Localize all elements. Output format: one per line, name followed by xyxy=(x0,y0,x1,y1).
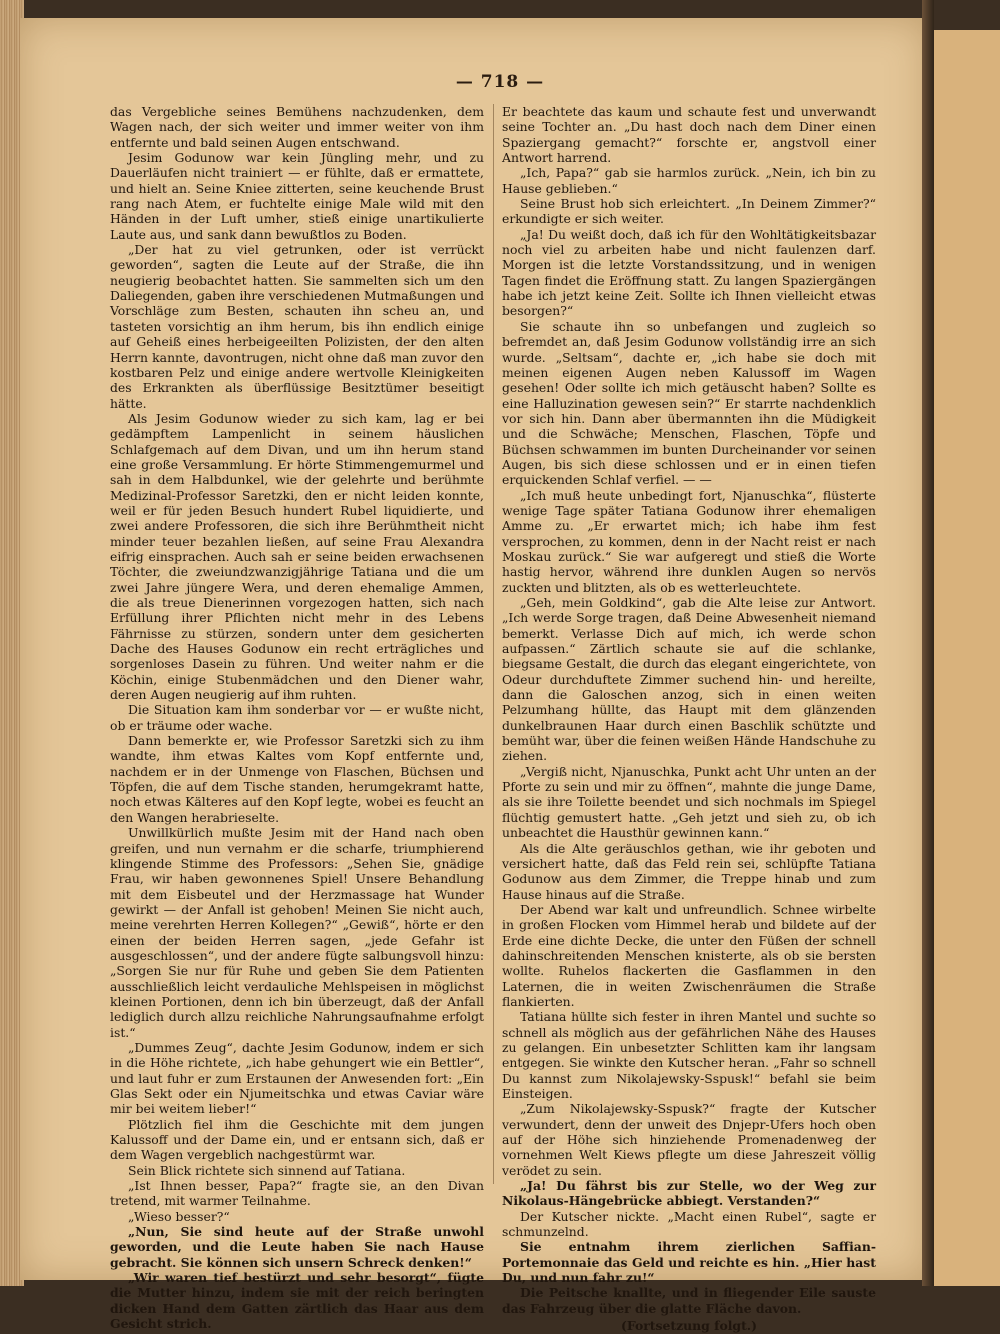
paragraph: „Ja! Du weißt doch, daß ich für den Wohltätigkeitsbazar noch viel zu arbeiten habe und nicht faulenzen darf. Morgen ist die letzte Vorstandssitzung, und in wenigen Tagen findet die Eröffnung statt. Zu langen Spaziergängen habe ich jetzt keine Zeit. Sollte ich Ihnen vielleicht etwas besorgen?“ xyxy=(502,226,876,319)
paragraph: „Dummes Zeug“, dachte Jesim Godunow, indem er sich in die Höhe richtete, „ich habe gehungert wie ein Bettler“, und laut fuhr er zum Erstaunen der Anwesenden fort: „Ein Glas Sekt oder ein Njumeitschka und etwas Caviar wäre mir bei weitem lieber!“ xyxy=(110,1039,484,1117)
page-number: — 718 — xyxy=(455,72,545,92)
paragraph: „Der hat zu viel getrunken, oder ist verrückt geworden“, sagten die Leute auf der Straße, die ihn neugierig beobachtet hatten. Sie sammelten sich um den Daliegenden, gaben ihre verschiedenen Mutmaßungen und Vorschläge zum Besten, schauten ihn scheu an, und tasteten vorsichtig an ihm herum, bis ihn endlich einige auf Geheiß eines herbeigeeilten Polizisten, der den alten Herrn kannte, davontrugen, nicht ohne daß man zuvor den kostbaren Pelz und einige andere wertvolle Kleinigkeiten des Erkrankten als überflüssige Besitztümer beseitigt hätte. xyxy=(110,242,485,411)
paragraph: Die Peitsche knallte, und in fliegender Eile sauste das Fahrzeug über die glatte Fläche davon. xyxy=(502,1285,876,1316)
book-gutter xyxy=(922,0,934,1286)
facing-page-edge xyxy=(934,30,1000,1286)
paragraph: „Nun, Sie sind heute auf der Straße unwohl geworden, und die Leute haben Sie nach Hause gebracht. Sie können sich unsern Schreck denken!“ xyxy=(110,1224,484,1270)
continuation-note: (Fortsetzung folgt.) xyxy=(621,1318,757,1334)
right-text-column xyxy=(502,104,876,1334)
paragraph: „Wir waren tief bestürzt und sehr besorgt“, fügte die Mutter hinzu, indem sie mit der reich beringten dicken Hand dem Gatten zärtlich das Haar aus dem Gesicht strich. xyxy=(110,1270,484,1332)
paragraph: Seine Brust hob sich erleichtert. „In Deinem Zimmer?“ erkundigte er sich weiter. xyxy=(502,196,876,227)
left-text-column xyxy=(110,104,485,1332)
paragraph: Unwillkürlich mußte Jesim mit der Hand nach oben greifen, und nun vernahm er die scharfe, triumphierend klingende Stimme des Professors: „Sehen Sie, gnädige Frau, wir haben gewonnenes Spiel! Unsere Behandlung mit dem Eisbeutel und der Herzmassage hat Wunder gewirkt — der Anfall ist gehoben! Meinen Sie nicht auch, meine verehrten Herren Kollegen?“ „Gewiß“, hörte er den einen der beiden Herren sagen, „jede Gefahr ist ausgeschlossen“, und der andere fügte salbungsvoll hinzu: „Sorgen Sie nur für Ruhe und geben Sie dem Patienten ausschließlich leicht verdauliche Mehlspeisen in möglichst kleinen Portionen, denn ich bin überzeugt, daß der Anfall lediglich durch allzu reichliche Nahrungsaufnahme erfolgt ist.“ xyxy=(110,825,484,1040)
paragraph: „Ist Ihnen besser, Papa?“ fragte sie, an den Divan tretend, mit warmer Teilnahme. xyxy=(110,1178,484,1209)
paragraph: das Vergebliche seines Bemühens nachzudenken, dem Wagen nach, der sich weiter und immer weiter von ihm entfernte und bald seinen Augen entschwand. xyxy=(110,104,484,150)
paragraph: Die Situation kam ihm sonderbar vor — er wußte nicht, ob er träume oder wache. xyxy=(110,702,484,733)
paragraph: „Geh, mein Goldkind“, gab die Alte leise zur Antwort. „Ich werde Sorge tragen, daß Deine Abwesenheit niemand bemerkt. Verlasse Dich auf mich, ich werde schon aufpassen.“ Zärtlich schaute sie auf die schlanke, biegsame Gestalt, die durch das elegant eingerichtete, von Odeur durchduftete Zimmer suchend hin- und hereilte, dann die Galoschen anzog, sich in einen weiten Pelzumhang hüllte, das Haupt mit dem glänzenden dunkelbraunen Haar durch einen Baschlik schützte und bemüht war, über die feinen weißen Hände Handschuhe zu ziehen. xyxy=(502,595,876,764)
paragraph: Der Abend war kalt und unfreundlich. Schnee wirbelte in großen Flocken vom Himmel herab und bildete auf der Erde eine dichte Decke, die unter den Füßen der schnell dahinschreitenden Menschen knisterte, als ob sie bersten wollte. Ruhelos flackerten die Gasflammen in den Laternen, die in weiten Zwischenräumen die Straße flankierten. xyxy=(502,901,876,1009)
paragraph: Dann bemerkte er, wie Professor Saretzki sich zu ihm wandte, ihm etwas Kaltes vom Kopf entfernte und, nachdem er in der Unmenge von Flaschen, Büchsen und Töpfen, die auf dem Tische standen, herumgekramt hatte, noch etwas Kälteres auf den Kopf legte, wobei es feucht an den Wangen herabrieselte. xyxy=(110,733,484,825)
paragraph: Als Jesim Godunow wieder zu sich kam, lag er bei gedämpftem Lampenlicht in seinem häuslichen Schlafgemach auf dem Divan, und um ihn herum stand eine große Versammlung. Er hörte Stimmengemurmel und sah in dem Halbdunkel, wie der gelehrte und berühmte Medizinal-Professor Saretzki, den er nicht leiden konnte, weil er für jeden Besuch hundert Rubel liquidierte, und zwei andere Professoren, die sich ihre Berühmtheit nicht minder teuer bezahlen ließen, auf seine Frau Alexandra eifrig einsprachen. Auch sah er seine beiden erwachsenen Töchter, die zweiundzwanzigjährige Tatiana und die um zwei Jahre jüngere Wera, und deren ehemalige Ammen, die als treue Dienerinnen vorgezogen hatten, sich nach Erfüllung ihrer Pflichten nicht mehr in des Lebens Fährnisse zu stürzen, sondern unter dem gesicherten Dache des Hauses Godunow ein recht erträgliches und sorgenloses Dasein zu führen. Und weiter nahm er die Köchin, einige Stubenmädchen und den Diener wahr, deren Augen neugierig auf ihm ruhten. xyxy=(110,410,484,703)
paragraph: „Zum Nikolajewsky-Sspusk?“ fragte der Kutscher verwundert, denn der unweit des Dnjepr-Ufers hoch oben auf der Höhe sich hinziehende Promenadenweg der vornehmen Welt Kiews pflegte um diese Jahreszeit völlig verödet zu sein. xyxy=(502,1101,876,1178)
paragraph: „Ich muß heute unbedingt fort, Njanuschka“, flüsterte wenige Tage später Tatiana Godunow ihrer ehemaligen Amme zu. „Er erwartet mich; ich habe ihm fest versprochen, zu kommen, denn in der Nacht reist er nach Moskau zurück.“ Sie war aufgeregt und stieß die Worte hastig hervor, während ihre dunklen Augen so nervös zuckten und blitzten, als ob es wetterleuchtete. xyxy=(502,487,876,595)
paragraph: Er beachtete das kaum und schaute fest und unverwandt seine Tochter an. „Du hast doch nach dem Diner einen Spaziergang gemacht?“ forschte er, angstvoll einer Antwort harrend. xyxy=(502,104,876,166)
paragraph: Sie entnahm ihrem zierlichen Saffian-Portemonnaie das Geld und reichte es hin. „Hier hast Du, und nun fahr zu!“ xyxy=(502,1239,876,1286)
column-divider xyxy=(493,104,494,1184)
paragraph: „Wieso besser?“ xyxy=(128,1208,230,1224)
paragraph: Sie schaute ihn so unbefangen und zugleich so befremdet an, daß Jesim Godunow vollständig irre an sich wurde. „Seltsam“, dachte er, „ich habe sie doch mit meinen eigenen Augen neben Kalussoff im Wagen gesehen! Oder sollte ich mich getäuscht haben? Sollte es eine Halluzination gewesen sein?“ Er starrte nachdenklich vor sich hin. Dann aber übermannten ihn die Müdigkeit und die Schwäche; Menschen, Flaschen, Töpfe und Büchsen schwammen im bunten Durcheinander vor seinen Augen, bis sich diese schlossen und er in einen tiefen erquickenden Schlaf verfiel. — — xyxy=(502,318,876,488)
paragraph: „Ja! Du fährst bis zur Stelle, wo der Weg zur Nikolaus-Hängebrücke abbiegt. Verstanden?“ xyxy=(502,1178,876,1209)
paragraph: Sein Blick richtete sich sinnend auf Tatiana. xyxy=(128,1162,406,1178)
paragraph: „Vergiß nicht, Njanuschka, Punkt acht Uhr unten an der Pforte zu sein und mir zu öffnen“, mahnte die junge Dame, als sie ihre Toilette beendet und sich nochmals im Spiegel flüchtig gemustert hatte. „Geh jetzt und sieh zu, ob ich unbeachtet die Hausthür gewinnen kann.“ xyxy=(502,763,876,841)
paragraph: Tatiana hüllte sich fester in ihren Mantel und suchte so schnell als möglich aus der gefährlichen Nähe des Hauses zu gelangen. Ein unbesetzter Schlitten kam ihr langsam entgegen. Sie winkte den Kutscher heran. „Fahr so schnell Du kannst zum Nikolajewsky-Sspusk!“ befahl sie beim Einsteigen. xyxy=(502,1009,876,1101)
paragraph: „Ich, Papa?“ gab sie harmlos zurück. „Nein, ich bin zu Hause geblieben.“ xyxy=(502,165,876,196)
paragraph: Jesim Godunow war kein Jüngling mehr, und zu Dauerläufen nicht trainiert — er fühlte, daß er ermattete, und hielt an. Seine Kniee zitterten, seine keuchende Brust rang nach Atem, er fuchtelte einige Male wild mit den Händen in der Luft umher, stieß einige unartikulierte Laute aus, und sank dann bewußtlos zu Boden. xyxy=(110,150,484,242)
paragraph: Der Kutscher nickte. „Macht einen Rubel“, sagte er schmunzelnd. xyxy=(502,1208,876,1240)
paragraph: Plötzlich fiel ihm die Geschichte mit dem jungen Kalussoff und der Dame ein, und er entsann sich, daß er dem Wagen vergeblich nachgestürmt war. xyxy=(110,1116,484,1163)
paragraph: Als die Alte geräuschlos gethan, wie ihr geboten und versichert hatte, daß das Feld rein sei, schlüpfte Tatiana Godunow aus dem Zimmer, die Treppe hinab und zum Hause hinaus auf die Straße. xyxy=(502,840,876,902)
